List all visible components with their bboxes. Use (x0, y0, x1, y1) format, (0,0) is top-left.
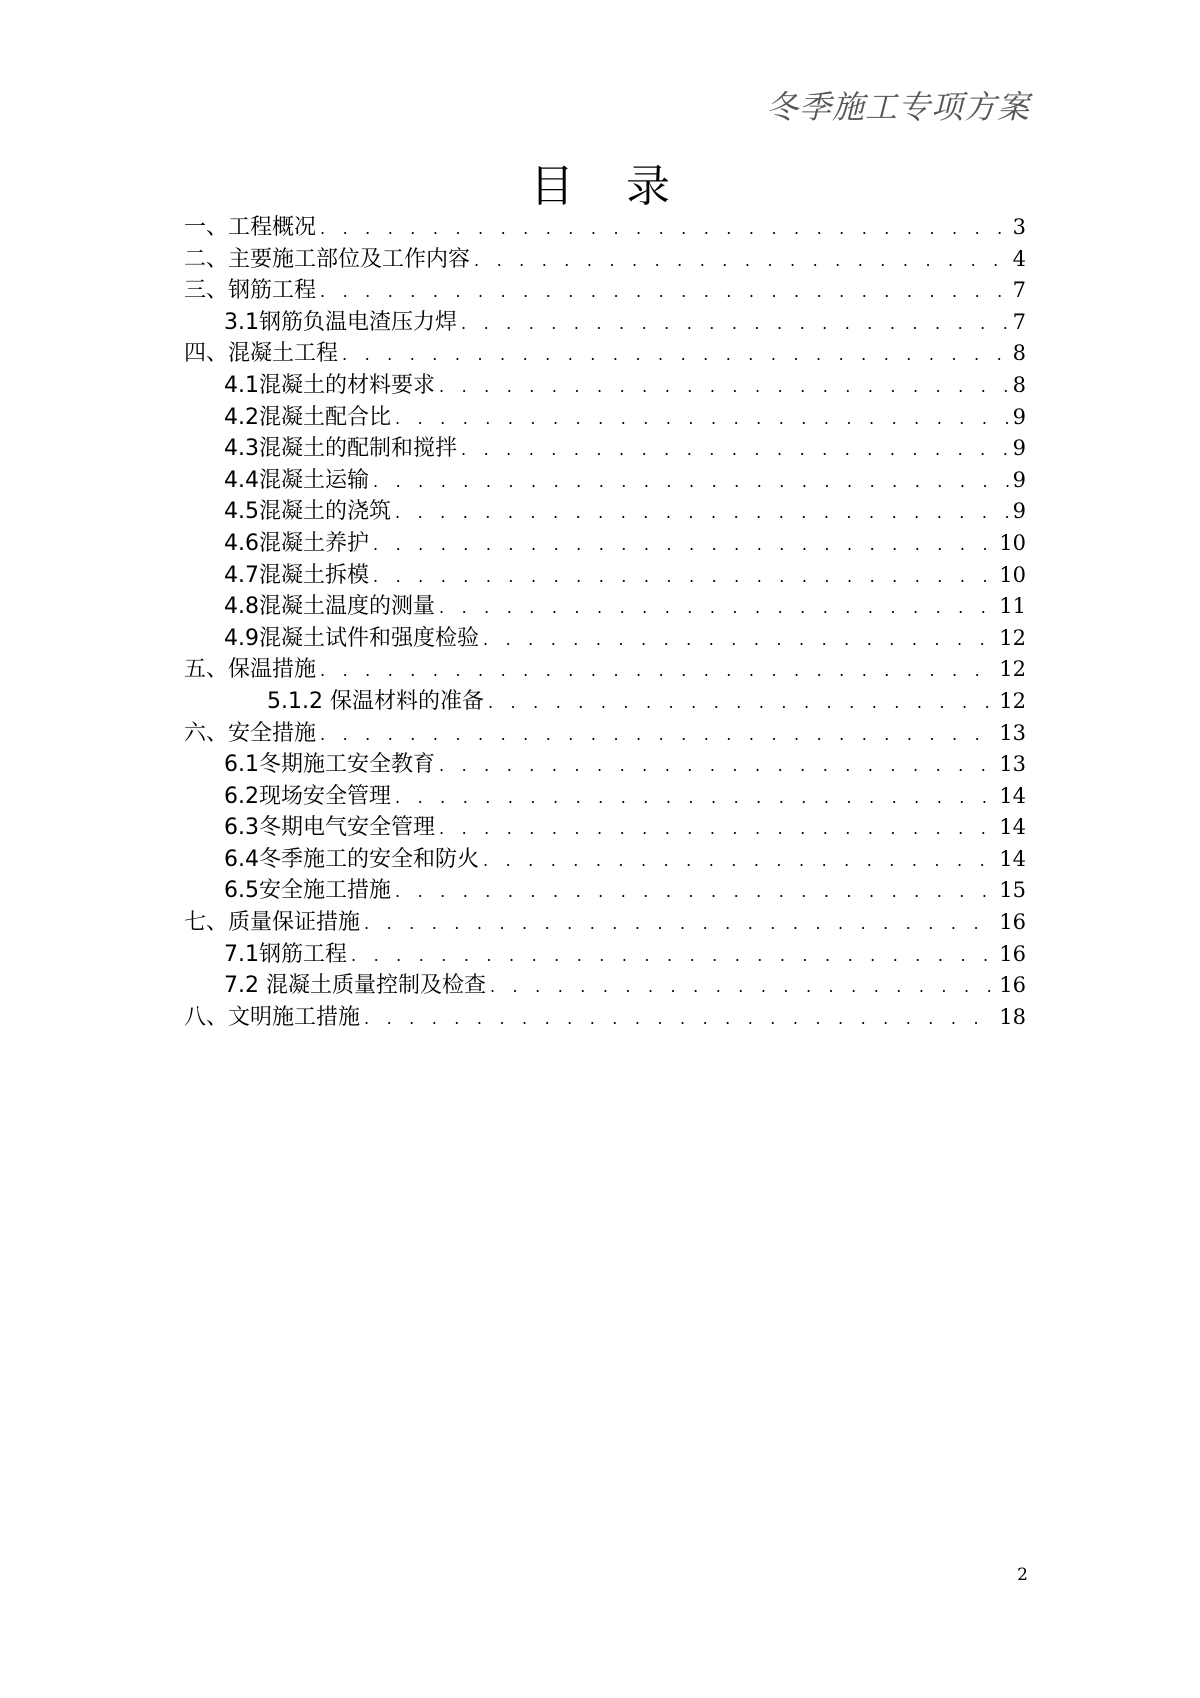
toc-dot-leader (364, 1003, 995, 1035)
toc-entry[interactable] (184, 749, 1026, 781)
toc-entry-label: 四、混凝土工程 (184, 341, 339, 367)
toc-dot-leader (395, 876, 995, 908)
toc-entry-label: 4.5混凝土的浇筑 (224, 499, 391, 525)
toc-dot-leader (483, 845, 995, 877)
toc-entry[interactable] (184, 686, 1026, 718)
toc-entry[interactable] (184, 718, 1026, 750)
toc-entry[interactable] (184, 433, 1026, 465)
toc-entry-page: 8 (1012, 372, 1026, 397)
toc-entry-page: 12 (999, 657, 1026, 682)
toc-entry[interactable] (184, 528, 1026, 560)
toc-entry-label: 5.1.2 保温材料的准备 (267, 688, 484, 714)
toc-heading: 目录 (530, 161, 722, 212)
toc-entry[interactable] (184, 623, 1026, 655)
toc-entry[interactable] (184, 939, 1026, 971)
toc-entry-label: 4.7混凝土拆模 (224, 562, 369, 588)
toc-entry-page: 9 (1012, 467, 1026, 492)
table-of-contents (184, 212, 1026, 1033)
toc-entry-label: 6.3冬期电气安全管理 (224, 815, 435, 841)
toc-entry-label: 6.2现场安全管理 (224, 783, 391, 809)
toc-entry-label: 五、保温措施 (184, 657, 317, 683)
toc-entry-label: 4.4混凝土运输 (224, 467, 369, 493)
toc-entry[interactable] (184, 370, 1026, 402)
toc-entry-page: 14 (999, 846, 1026, 871)
toc-entry-label: 七、质量保证措施 (184, 910, 361, 936)
toc-entry-label: 7.1钢筋工程 (224, 941, 347, 967)
toc-dot-leader (395, 403, 1009, 435)
toc-entry[interactable] (184, 781, 1026, 813)
toc-entry[interactable] (184, 496, 1026, 528)
toc-entry-page: 13 (999, 752, 1026, 777)
toc-dot-leader (461, 434, 1009, 466)
toc-entry-page: 16 (999, 941, 1026, 966)
toc-dot-leader (439, 371, 1009, 403)
toc-dot-leader (439, 750, 995, 782)
document-header-title: 冬季施工专项方案 (765, 88, 1030, 126)
toc-entry-page: 7 (1012, 278, 1026, 303)
toc-entry[interactable] (184, 560, 1026, 592)
toc-dot-leader (373, 561, 995, 593)
toc-entry-label: 4.9混凝土试件和强度检验 (224, 625, 479, 651)
toc-entry-label: 六、安全措施 (184, 720, 317, 746)
toc-entry-page: 9 (1012, 436, 1026, 461)
toc-entry-page: 7 (1012, 309, 1026, 334)
toc-entry-page: 14 (999, 815, 1026, 840)
toc-entry[interactable] (184, 307, 1026, 339)
toc-dot-leader (395, 782, 995, 814)
page-number: 2 (1017, 1565, 1028, 1585)
toc-entry-label: 八、文明施工措施 (184, 1004, 361, 1030)
toc-entry-label: 6.4冬季施工的安全和防火 (224, 846, 479, 872)
toc-entry[interactable] (184, 402, 1026, 434)
toc-dot-leader (474, 245, 1009, 277)
toc-dot-leader (351, 940, 995, 972)
toc-dot-leader (439, 813, 995, 845)
toc-dot-leader (320, 213, 1009, 245)
toc-entry-label: 6.5安全施工措施 (224, 878, 391, 904)
toc-entry-page: 10 (999, 562, 1026, 587)
toc-entry-label: 6.1冬期施工安全教育 (224, 752, 435, 778)
toc-entry[interactable] (184, 244, 1026, 276)
toc-entry-label: 7.2 混凝土质量控制及检查 (224, 973, 486, 999)
toc-entry[interactable] (184, 465, 1026, 497)
toc-entry-page: 10 (999, 530, 1026, 555)
toc-entry[interactable] (184, 591, 1026, 623)
toc-dot-leader (395, 497, 1009, 529)
toc-entry-page: 3 (1012, 215, 1026, 239)
toc-entry-page: 18 (999, 1004, 1026, 1029)
toc-dot-leader (320, 276, 1009, 308)
toc-entry-page: 9 (1012, 404, 1026, 429)
toc-entry-page: 16 (999, 910, 1026, 935)
toc-dot-leader (439, 592, 995, 624)
toc-entry-label: 二、主要施工部位及工作内容 (184, 246, 471, 272)
toc-entry-label: 4.2混凝土配合比 (224, 404, 391, 430)
toc-dot-leader (488, 687, 995, 719)
toc-dot-leader (342, 339, 1009, 371)
toc-entry-label: 4.3混凝土的配制和搅拌 (224, 436, 457, 462)
toc-entry[interactable] (184, 338, 1026, 370)
toc-dot-leader (320, 719, 995, 751)
toc-entry-page: 4 (1012, 246, 1026, 271)
toc-entry-page: 9 (1012, 499, 1026, 524)
toc-entry-label: 3.1钢筋负温电渣压力焊 (224, 309, 457, 335)
toc-entry[interactable] (184, 907, 1026, 939)
toc-entry-page: 11 (999, 594, 1026, 619)
toc-entry-label: 4.8混凝土温度的测量 (224, 594, 435, 620)
toc-dot-leader (364, 908, 995, 940)
toc-entry-label: 一、工程概况 (184, 215, 317, 240)
toc-entry[interactable] (184, 654, 1026, 686)
toc-entry[interactable] (184, 844, 1026, 876)
toc-dot-leader (373, 466, 1009, 498)
toc-entry-label: 4.6混凝土养护 (224, 530, 369, 556)
toc-entry[interactable] (184, 275, 1026, 307)
toc-entry-page: 16 (999, 973, 1026, 998)
toc-entry-label: 4.1混凝土的材料要求 (224, 372, 435, 398)
toc-entry-page: 12 (999, 688, 1026, 713)
toc-entry-page: 14 (999, 783, 1026, 808)
toc-entry-label: 三、钢筋工程 (184, 278, 317, 304)
toc-entry-page: 13 (999, 720, 1026, 745)
toc-entry-page: 12 (999, 625, 1026, 650)
toc-entry[interactable] (184, 212, 1026, 244)
toc-entry-page: 15 (999, 878, 1026, 903)
toc-dot-leader (490, 971, 995, 1003)
toc-dot-leader (461, 308, 1009, 340)
toc-entry-page: 8 (1012, 341, 1026, 366)
toc-dot-leader (483, 624, 995, 656)
toc-entry[interactable] (184, 970, 1026, 1002)
toc-dot-leader (320, 655, 995, 687)
toc-entry[interactable] (184, 875, 1026, 907)
toc-dot-leader (373, 529, 995, 561)
toc-entry[interactable] (184, 1002, 1026, 1034)
toc-entry[interactable] (184, 812, 1026, 844)
